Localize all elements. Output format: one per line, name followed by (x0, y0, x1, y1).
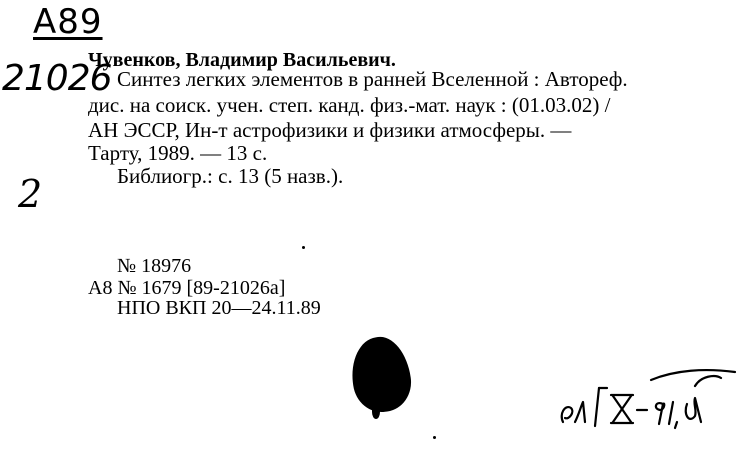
speck-dot (433, 436, 436, 439)
publication-line: Тарту, 1989. — 13 с. (88, 141, 268, 165)
title-line-1: Синтез легких элементов в ранней Вселенной : Автореф. (117, 67, 628, 91)
author-heading: Чувенков, Владимир Васильевич. (88, 49, 396, 71)
title-line-3: АН ЭССР, Ин-т астрофизики и физики атмосферы. — (88, 118, 572, 142)
title-line-2: дис. на соиск. учен. степ. канд. физ.-мат. наук : (01.03.02) / (88, 93, 611, 117)
a8-registry-line: А8 № 1679 [89-21026а] (88, 277, 286, 299)
registry-number: № 18976 (117, 255, 192, 277)
handwritten-signature (555, 362, 740, 437)
handwritten-accession-number: 21026 (2, 58, 112, 99)
npo-vkp-line: НПО ВКП 20—24.11.89 (117, 297, 321, 319)
punch-hole (347, 333, 415, 415)
bibliography-note: Библиогр.: с. 13 (5 назв.). (117, 164, 344, 188)
handwritten-shelf-mark: А89 (33, 2, 103, 42)
handwritten-copy-mark: 2 (18, 172, 43, 216)
punch-hole-tail (372, 405, 380, 419)
speck-dot (302, 246, 305, 249)
